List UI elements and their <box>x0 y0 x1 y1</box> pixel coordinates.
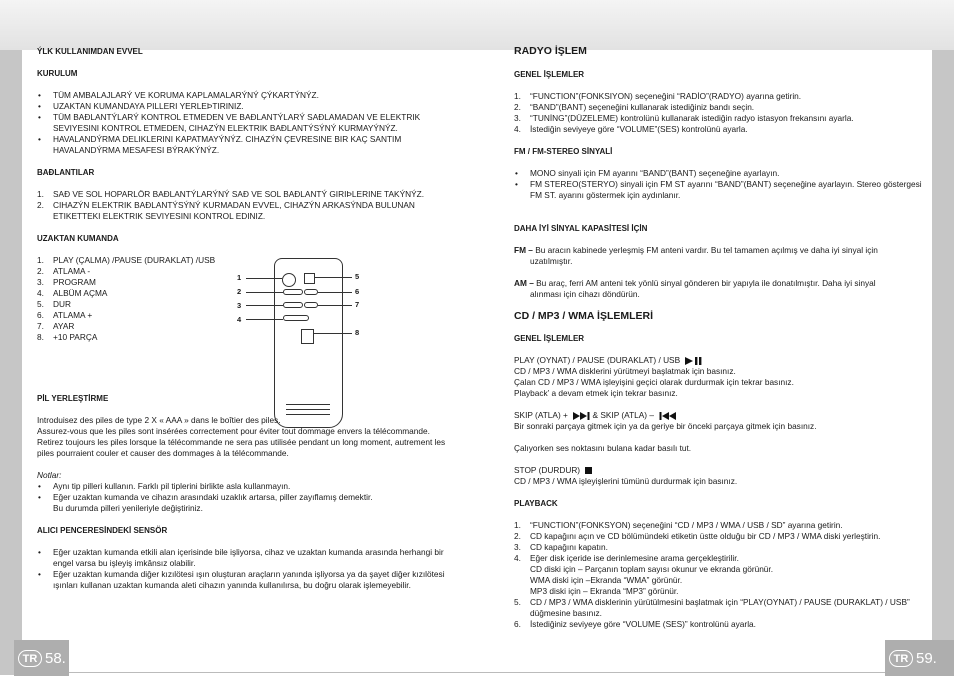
play-button-shape <box>282 273 296 287</box>
paragraph: Çalan CD / MP3 / WMA işleyişini geçici olarak durdurmak için tekrar basınız. <box>514 377 794 387</box>
list-item: 6. İstediğiniz seviyeye göre “VOLUME (SES)” kontrolünü ayarla. <box>514 619 756 629</box>
callout-4: 4 <box>237 315 242 324</box>
footer-page-left <box>14 640 69 676</box>
list-item: 3. PROGRAM <box>37 277 96 287</box>
section-heading: GENEL İŞLEMLER <box>514 70 585 79</box>
list-item: 8. +10 PARÇA <box>37 332 98 342</box>
playback-steps-list-cont <box>514 597 924 630</box>
paragraph: CD / MP3 / WMA işleyişlerini tümünü durdurmak için basınız. <box>514 476 738 486</box>
paragraph: SKIP (ATLA) + & SKIP (ATLA) – <box>514 410 924 421</box>
left-column <box>37 46 447 591</box>
paragraph: FM – Bu aracın kabinede yerleşmiş FM anteni vardır. Bu tel tamamen açılmış ve daha iyi sinyal için <box>514 245 878 255</box>
paragraph: Çalıyorken ses noktasını bulana kadar basılı tut. <box>514 443 692 453</box>
skip-back-button-shape <box>283 289 303 295</box>
right-column <box>514 46 924 630</box>
paragraph: WMA diski için –Ekranda “WMA” görünür. <box>530 575 683 585</box>
section-heading: KURULUM <box>37 69 78 78</box>
paragraph: Retirez toujours les piles lorsque la télécommande ne sera pas utilisée pendant un long moment, autrement les piles pourraient couler et causer des dommages à la télécommande. <box>37 437 446 458</box>
paragraph: PLAY (OYNAT) / PAUSE (DURAKLAT) / USB <box>514 355 924 366</box>
list-item: 4. Eğer disk içeride ise derinlemesine arama gerçekleştirilir. <box>514 553 739 563</box>
notes-list <box>37 481 447 503</box>
paragraph: Bu durumda pilleri yenileriyle değiştiriniz. <box>53 503 203 513</box>
callout-5: 5 <box>355 272 360 281</box>
paragraph: CD / MP3 / WMA disklerini yürütmeyi başlatmak için basınız. <box>514 366 736 376</box>
radio-steps-list <box>514 91 924 135</box>
remote-buttons-list <box>37 255 447 343</box>
paragraph: Introduisez des piles de type 2 X « AAA » dans le boîtier des piles. <box>37 415 281 425</box>
section-heading: PİL YERLEŞTİRME <box>37 394 109 403</box>
skip-back-icon <box>659 412 676 420</box>
list-item: • TÜM BAÐLANTÝLARÝ KONTROL ETMEDEN VE BAÐLANTÝLARÝ SAÐLAMADAN VE ELEKTRIK SEVIYESINI KONTROL ETMEDEN, CIHAZÝN ELEKTRIK BAÐLANTÝSÝNÝ KURMAYÝNÝZ. <box>37 112 447 134</box>
list-item: • UZAKTAN KUMANDAYA PILLERI YERLEÞTIRINIZ. <box>37 101 447 112</box>
footer-page-right <box>885 640 954 676</box>
paragraph: STOP (DURDUR) <box>514 465 924 476</box>
stop-button-shape <box>304 273 315 284</box>
list-item: • TÜM AMBALAJLARÝ VE KORUMA KAPLAMALARÝNÝ ÇÝKARTÝNÝZ. <box>37 90 447 101</box>
play-pause-icon <box>685 357 702 365</box>
page-number: 59. <box>916 649 937 667</box>
page-title: ÝLK KULLANIMDAN EVVEL <box>37 47 143 56</box>
list-item: 1. PLAY (ÇALMA) /PAUSE (DURAKLAT) /USB <box>37 255 216 265</box>
remote-control-diagram <box>237 258 360 428</box>
list-item: 5. CD / MP3 / WMA disklerinin yürütülmesini başlatmak için “PLAY(OYNAT) / PAUSE (DURAKLAT) / USB” düğmesine basınız. <box>514 597 910 618</box>
callout-leader <box>246 319 283 320</box>
right-edge-bar <box>932 50 954 675</box>
section-title: CD / MP3 / WMA İŞLEMLERİ <box>514 310 654 322</box>
paragraph: Assurez-vous que les piles sont insérées correctement pour éviter tout dommage envers la télécommande. <box>37 426 430 436</box>
speaker-grill-line <box>286 414 330 415</box>
paragraph: CD diski için – Parçanın toplam sayısı okunur ve ekranda görünür. <box>530 564 774 574</box>
notes-label: Notlar: <box>37 470 62 480</box>
stop-icon <box>585 467 593 475</box>
album-button-shape <box>283 315 309 321</box>
callout-leader <box>318 292 352 293</box>
paragraph: MP3 diski için – Ekranda “MP3” görünür. <box>530 586 679 596</box>
callout-7: 7 <box>355 300 360 309</box>
list-item: 1. “FUNCTION”(FONKSYON) seçeneğini “CD / MP3 / WMA / USB / SD” ayarına getirin. <box>514 520 843 530</box>
program-button-shape <box>283 302 303 308</box>
list-item: • Eğer uzaktan kumanda etkili alan içerisinde bile işliyorsa, cihaz ve uzaktan kumanda arasında herhangi bir engel varsa bu işleyiş imkânsız olabilir. <box>37 547 447 569</box>
callout-leader <box>246 278 282 279</box>
list-item: 1. “FUNCTION”(FONKSIYON) seçeneğini “RADİO”(RADYO) ayarına getirin. <box>514 91 802 101</box>
callout-leader <box>318 305 352 306</box>
section-heading: DAHA İYİ SİNYAL KAPASİTESİ İÇİN <box>514 224 648 233</box>
paragraph: Playback’ a devam etmek için tekrar basınız. <box>514 388 678 398</box>
paragraph: uzatılmıştır. <box>530 256 573 266</box>
page-number: 58. <box>45 649 66 667</box>
paragraph: alınması için cihazı döndürün. <box>530 289 640 299</box>
repeat-button-shape <box>304 302 318 308</box>
list-item: • Aynı tip pilleri kullanın. Farklı pil tiplerini birlikte asla kullanmayın. <box>37 481 447 492</box>
header-band <box>0 0 954 50</box>
language-badge: TR <box>18 650 42 667</box>
callout-leader <box>246 292 283 293</box>
playback-steps-list <box>514 520 924 564</box>
skip-forward-icon <box>573 412 590 420</box>
section-heading: FM / FM-STEREO SİNYALİ <box>514 147 613 156</box>
list-item: 6. ATLAMA + <box>37 310 93 320</box>
list-item: 2. “BAND”(BANT) seçeneğini kullanarak istediğiniz bandı seçin. <box>514 102 755 112</box>
fm-list <box>514 168 924 201</box>
list-item: • HAVALANDÝRMA DELIKLERINI KAPATMAYÝNÝZ. CIHAZÝN ÇEVRESINE BIR KAÇ SANTIM HAVALANDÝRMA MESAFESI BÝRAKÝNÝZ. <box>37 134 447 156</box>
footer-rule <box>14 672 954 673</box>
section-heading: BAÐLANTILAR <box>37 168 95 177</box>
list-item: 4. İstediğin seviyeye göre “VOLUME”(SES) kontrolünü ayarla. <box>514 124 748 134</box>
callout-8: 8 <box>355 328 360 337</box>
language-badge: TR <box>889 650 913 667</box>
speaker-grill-line <box>286 404 330 405</box>
page-title: RADYO İŞLEM <box>514 45 587 57</box>
paragraph: AM – Bu araç, ferri AM anteni tek yönlü sinyal gönderen bir yapıyla ile donatılmıştır. Daha iyi sinyal <box>514 278 876 288</box>
list-item: 1. SAÐ VE SOL HOPARLÖR BAÐLANTÝLARÝNÝ SAÐ VE SOL BAÐLANTÝ GIRIÞLERINE TAKÝNÝZ. <box>37 189 425 199</box>
speaker-grill-line <box>286 409 330 410</box>
list-item: 2. CD kapağını açın ve CD bölümündeki etiketin üstte olduğu bir CD / MP3 / WMA diski yerleştirin. <box>514 531 881 541</box>
list-item: 7. AYAR <box>37 321 75 331</box>
sensor-list <box>37 547 447 591</box>
callout-2: 2 <box>237 287 242 296</box>
list-item: 5. DUR <box>37 299 71 309</box>
list-item: 3. CD kapağını kapatın. <box>514 542 608 552</box>
list-item: 3. “TUNİNG”(DÜZELEME) kontrolünü kullanarak istediğin radyo istasyon frekansını ayarla. <box>514 113 854 123</box>
kurulum-list <box>37 90 447 156</box>
list-item: 2. CIHAZÝN ELEKTRIK BAÐLANTÝSÝNÝ KURMADAN EVVEL, CIHAZÝN ARKASÝNDA BULUNAN ETIKETTEKI ELEKTRIK SEVIYESINI KONTROL EDINIZ. <box>37 200 415 221</box>
baglantilar-list <box>37 189 447 222</box>
section-heading: UZAKTAN KUMANDA <box>37 234 119 243</box>
paragraph: Bir sonraki parçaya gitmek için ya da geriye bir önceki parçaya gitmek için basınız. <box>514 421 817 431</box>
section-heading: PLAYBACK <box>514 499 558 508</box>
list-item: 2. ATLAMA - <box>37 266 91 276</box>
callout-leader <box>314 333 352 334</box>
plus10-button-shape <box>301 329 314 344</box>
section-heading: GENEL İŞLEMLER <box>514 334 585 343</box>
callout-1: 1 <box>237 273 242 282</box>
callout-3: 3 <box>237 301 242 310</box>
section-heading: ALICI PENCERESİNDEKİ SENSÖR <box>37 526 168 535</box>
callout-leader <box>315 277 352 278</box>
list-item: • FM STEREO(STERYO) sinyali için FM ST ayarını “BAND”(BANT) seçeneğine ayarlayın. Stereo göstergesi FM ST. ayarını göstermek için aydınlanır. <box>514 179 924 201</box>
list-item: • Eğer uzaktan kumanda ve cihazın arasındaki uzaklık artarsa, piller zayıflamış demektir. <box>37 492 447 503</box>
skip-fwd-button-shape <box>304 289 318 295</box>
list-item: • MONO sinyali için FM ayarını “BAND”(BANT) seçeneğine ayarlayın. <box>514 168 924 179</box>
list-item: • Eğer uzaktan kumanda diğer kızılötesi ışın oluşturan araçların yanında işliyorsa ya da şayet diğer kızılötesi ışınları kullanan uzaktan kumanda aleti cihazın yanında kullanılırsa, bu doğru olarak işlemeyebilir. <box>37 569 447 591</box>
left-edge-bar <box>0 50 22 675</box>
list-item: 4. ALBÜM AÇMA <box>37 288 108 298</box>
callout-leader <box>246 305 283 306</box>
callout-6: 6 <box>355 287 360 296</box>
